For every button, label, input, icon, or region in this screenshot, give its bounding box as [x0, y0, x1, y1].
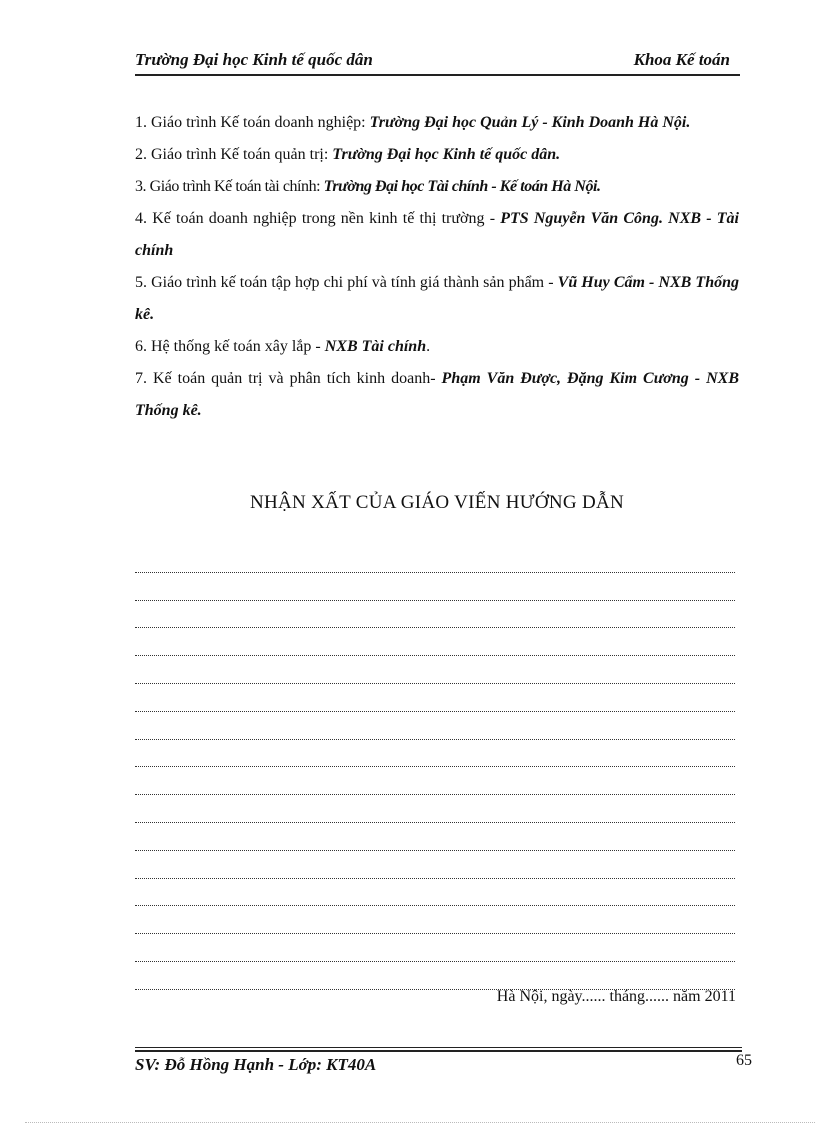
- comment-line: [135, 684, 735, 712]
- comment-line: [135, 795, 735, 823]
- reference-author: Trường Đại học Tài chính - Kế toán Hà Nội.: [323, 178, 601, 195]
- reference-item-1: [135, 107, 739, 139]
- page-header: [135, 50, 740, 76]
- reference-title: 4. Kế toán doanh nghiệp trong nền kinh tế thị trường -: [135, 210, 501, 227]
- comment-line: [135, 601, 735, 629]
- reference-title: 2. Giáo trình Kế toán quản trị:: [135, 146, 333, 163]
- page-number: 65: [736, 1052, 752, 1069]
- reference-author: PTS Nguyễn Văn Công. NXB - Tài chính: [135, 210, 739, 259]
- comment-line: [135, 879, 735, 907]
- reference-title: 3. Giáo trình Kế toán tài chính:: [135, 178, 324, 195]
- reference-author: Phạm Văn Được, Đặng Kim Cương - NXB Thống kê.: [135, 370, 740, 419]
- comment-line: [135, 823, 735, 851]
- comment-line: [135, 573, 735, 601]
- reference-item-5: [135, 267, 739, 331]
- reference-title: 5. Giáo trình kế toán tập hợp chi phí và tính giá thành sản phẩm -: [135, 274, 558, 291]
- header-university: Trường Đại học Kinh tế quốc dân: [135, 50, 373, 69]
- reference-author: Trường Đại học Quản Lý - Kinh Doanh Hà Nội.: [369, 114, 691, 131]
- footer-divider: [135, 1047, 742, 1048]
- reference-author: Vũ Huy Cẩm - NXB Thống kê.: [135, 274, 739, 323]
- comment-line: [135, 740, 735, 768]
- reference-list: [135, 107, 739, 427]
- header-faculty: Khoa Kế toán: [633, 50, 730, 69]
- comment-line: [135, 712, 735, 740]
- comment-line: [135, 656, 735, 684]
- signoff-date: Hà Nội, ngày...... tháng...... năm 2011: [496, 988, 736, 1005]
- comment-line: [135, 962, 735, 990]
- reference-item-3: [135, 171, 739, 203]
- comment-lines: [135, 545, 735, 990]
- reference-title: 1. Giáo trình Kế toán doanh nghiệp:: [135, 114, 370, 131]
- reference-item-6: [135, 331, 739, 363]
- reference-title: 7. Kế toán quản trị và phân tích kinh doanh-: [135, 370, 442, 387]
- footer-divider: [135, 1050, 742, 1052]
- reference-author: NXB Tài chính: [324, 338, 427, 355]
- comment-line: [135, 545, 735, 573]
- comment-line: [135, 906, 735, 934]
- reference-item-7: [135, 363, 739, 427]
- section-title: NHẬN XẤT CỦA GIÁO VIẾN HƯỚNG DẪN: [249, 492, 625, 513]
- reference-tail: .: [426, 338, 431, 355]
- reference-item-2: [135, 139, 739, 171]
- comment-line: [135, 767, 735, 795]
- footer-student: SV: Đỗ Hồng Hạnh - Lớp: KT40A: [135, 1055, 377, 1074]
- reference-title: 6. Hệ thống kế toán xây lắp -: [135, 338, 325, 355]
- reference-item-4: [135, 203, 739, 267]
- comment-line: [135, 934, 735, 962]
- reference-author: Trường Đại học Kinh tế quốc dân.: [332, 146, 561, 163]
- comment-line: [135, 628, 735, 656]
- comment-line: [135, 851, 735, 879]
